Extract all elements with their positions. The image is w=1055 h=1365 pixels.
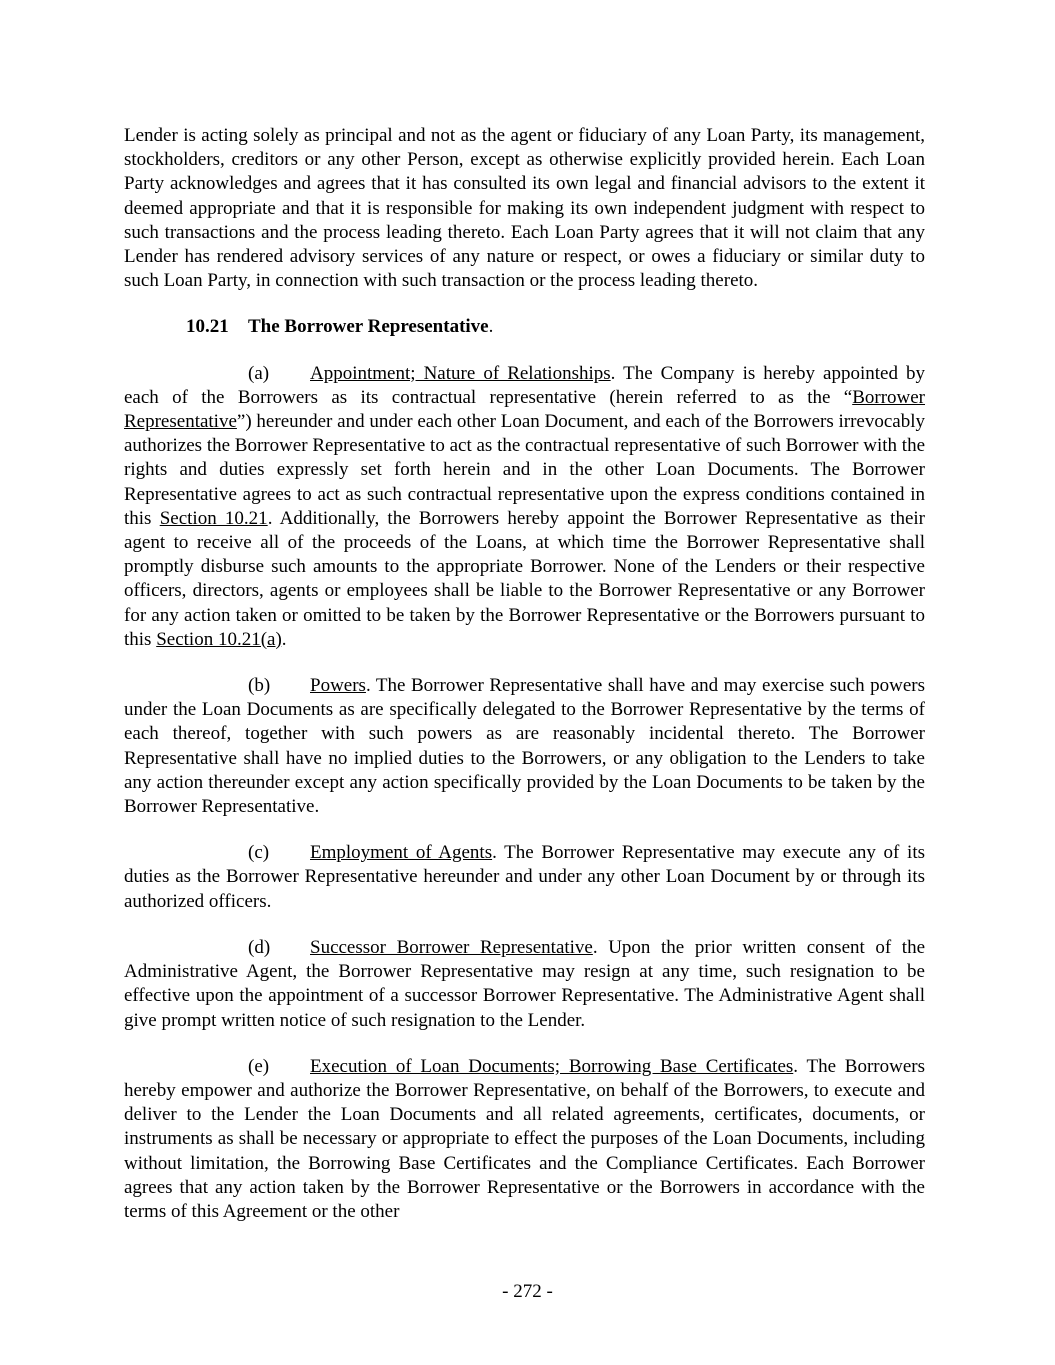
clause-d bbox=[124, 936, 925, 1033]
clause-b-label: (b) bbox=[248, 675, 271, 697]
clause-a-section-ref-2: Section 10.21(a) bbox=[156, 628, 282, 650]
clause-c-label: (c) bbox=[248, 842, 270, 864]
intro-paragraph: Lender is acting solely as principal and not as the agent or fiduciary of any Loan Party, its management, stockholders, creditors or any other Person, except as otherwise explicitly provided herein. Each Loan Party acknowledges and agrees that it has consulted its own legal and financial advisors to the extent it deemed appropriate and that it is responsible for making its own independent judgment with respect to such transactions and the process leading thereto. Each Loan Party agrees that it will not claim that any Lender has rendered advisory services of any nature or respect, or owes a fiduciary or similar duty to such Loan Party, in connection with such transaction or the process leading thereto. bbox=[124, 125, 925, 292]
section-title-period: . bbox=[488, 316, 494, 338]
page-number: - 272 - bbox=[502, 1281, 553, 1302]
section-heading bbox=[124, 315, 925, 339]
clause-b-caption: Powers bbox=[310, 675, 366, 697]
section-number: 10.21 bbox=[186, 316, 229, 338]
clause-e bbox=[124, 1055, 925, 1224]
clause-a-text-2: ”) hereunder and under each other Loan Document, and each of the Borrowers irrevocably authorizes the Borrower Representative to act as the contractual representative of such Borrower with the rights and duties expressly set forth herein and in the other Loan Documents. The Borrower Representative agrees to act as such contractual representative upon the express conditions contained in this bbox=[124, 411, 925, 529]
clause-b-text: . The Borrower Representative shall have and may exercise such powers under the Loan Documents as are specifically delegated to the Borrower Representative by the terms of each thereof, together with such powers as are reasonably incidental thereto. The Borrower Representative shall have no implied duties to the Borrowers, or any obligation to the Lenders to take any action thereunder except any action specifically provided by the Loan Documents to be taken by the Borrower Representative. bbox=[124, 675, 925, 818]
clause-a-label: (a) bbox=[248, 362, 270, 384]
clause-e-caption: Execution of Loan Documents; Borrowing Base Certificates bbox=[310, 1055, 794, 1077]
clause-e-text: . The Borrowers hereby empower and authorize the Borrower Representative, on behalf of the Borrowers, to execute and deliver to the Lender the Loan Documents and all related agreements, certificates, documents, or instruments as shall be necessary or appropriate to effect the purposes of the Loan Documents, including without limitation, the Borrowing Base Certificates and the Compliance Certificates. Each Borrower agrees that any action taken by the Borrower Representative or the Borrowers in accordance with the terms of this Agreement or the other bbox=[124, 1055, 925, 1222]
clause-c-caption: Employment of Agents bbox=[310, 842, 493, 864]
clause-d-caption: Successor Borrower Representative bbox=[310, 936, 593, 958]
section-title: The Borrower Representative bbox=[248, 316, 489, 338]
clause-a bbox=[124, 362, 925, 652]
clause-a-section-ref-1: Section 10.21 bbox=[159, 507, 268, 529]
document-body bbox=[124, 124, 925, 1224]
clause-a-defined-term: Borrower Representative bbox=[124, 386, 925, 433]
clause-b bbox=[124, 674, 925, 819]
clause-d-label: (d) bbox=[248, 936, 271, 958]
clause-a-text-4: . bbox=[281, 628, 287, 650]
clause-d-text: . Upon the prior written consent of the Administrative Agent, the Borrower Representative may resign at any time, such resignation to be effective upon the appointment of a successor Borrower Representative. The Administrative Agent shall give prompt written notice of such resignation to the Lender. bbox=[124, 936, 926, 1031]
clause-a-caption: Appointment; Nature of Relationships bbox=[310, 362, 611, 384]
clause-a-text-1: . The Company is hereby appointed by each of the Borrowers as its contractual representative (herein referred to as the “ bbox=[124, 362, 926, 408]
clause-c-text: . The Borrower Representative may execute any of its duties as the Borrower Representative hereunder and under any other Loan Document by or through its authorized officers. bbox=[124, 842, 925, 912]
clause-e-label: (e) bbox=[248, 1055, 270, 1077]
clause-a-text-3: . Additionally, the Borrowers hereby appoint the Borrower Representative as their agent to receive all of the proceeds of the Loans, at which time the Borrower Representative shall promptly disburse such amounts to the appropriate Borrower. None of the Lenders or their respective officers, directors, agents or employees shall be liable to the Borrower Representative or any Borrower for any action taken or omitted to be taken by the Borrower Representative or the Borrowers pursuant to this bbox=[124, 507, 925, 650]
clause-c bbox=[124, 841, 925, 914]
